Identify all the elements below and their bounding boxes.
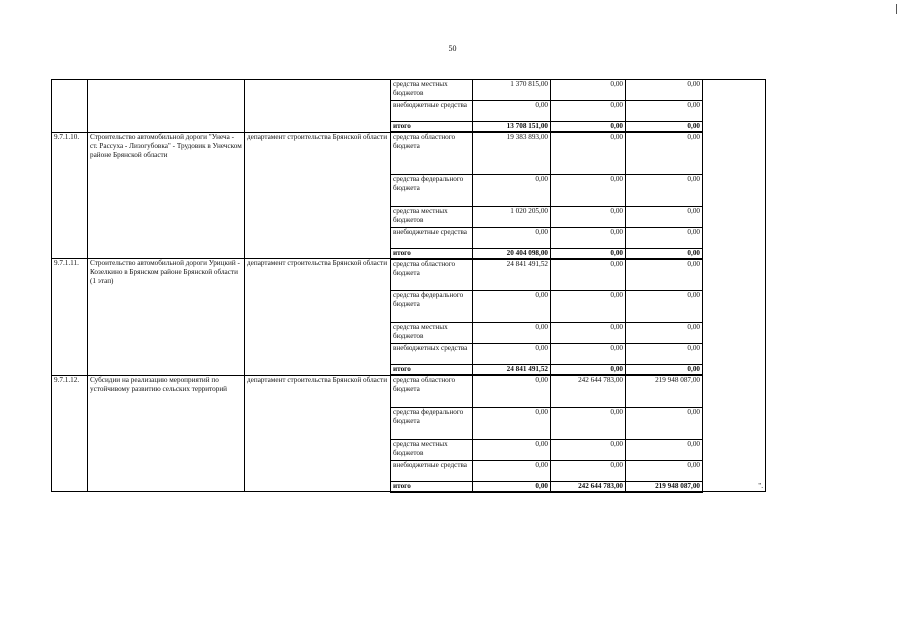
name-cell: Строительство автомобильной дороги Урицкий - Козелкино в Брянском районе Брянской области (1 этап) [88, 259, 245, 376]
value-cell: 0,00 [626, 259, 703, 291]
source-cell: средства местных бюджетов [391, 439, 473, 460]
value-cell: 0,00 [626, 460, 703, 481]
value-cell: 0,00 [473, 344, 551, 365]
closing-mark: ". [758, 482, 763, 490]
value-cell: 1 370 815,00 [473, 80, 551, 101]
source-cell: внебюджетные средства [391, 460, 473, 481]
source-cell: итого [391, 365, 473, 376]
value-cell: 0,00 [473, 375, 551, 407]
value-cell: 24 841 491,52 [473, 259, 551, 291]
code-cell: 9.7.1.11. [52, 259, 88, 376]
value-cell: 0,00 [626, 291, 703, 323]
value-cell: 24 841 491,52 [473, 365, 551, 376]
value-cell: 242 644 783,00 [551, 481, 626, 492]
code-cell: 9.7.1.10. [52, 132, 88, 259]
value-cell: 0,00 [551, 122, 626, 133]
note-cell [703, 80, 766, 492]
executor-cell: департамент строительства Брянской области [245, 259, 391, 376]
name-cell: Субсидии на реализацию мероприятий по устойчивому развитию сельских территорий [88, 375, 245, 492]
source-cell: средства областного бюджета [391, 259, 473, 291]
value-cell: 0,00 [551, 227, 626, 248]
source-cell: внебюджетных средства [391, 344, 473, 365]
value-cell: 0,00 [551, 259, 626, 291]
value-cell: 0,00 [551, 248, 626, 259]
value-cell: 0,00 [551, 174, 626, 206]
value-cell: 0,00 [473, 460, 551, 481]
value-cell: 0,00 [473, 174, 551, 206]
table-row [52, 259, 766, 291]
value-cell: 0,00 [626, 248, 703, 259]
source-cell: средства областного бюджета [391, 132, 473, 174]
value-cell: 0,00 [626, 174, 703, 206]
value-cell: 219 948 087,00 [626, 375, 703, 407]
value-cell: 0,00 [626, 101, 703, 122]
value-cell: 0,00 [473, 407, 551, 439]
source-cell: внебюджетные средства [391, 101, 473, 122]
source-cell: средства федерального бюджета [391, 291, 473, 323]
value-cell: 0,00 [626, 439, 703, 460]
code-cell: 9.7.1.12. [52, 375, 88, 492]
table-row [52, 80, 766, 101]
value-cell: 0,00 [473, 323, 551, 344]
source-cell: внебюджетные средства [391, 227, 473, 248]
source-cell: средства областного бюджета [391, 375, 473, 407]
value-cell: 0,00 [551, 439, 626, 460]
value-cell: 0,00 [473, 227, 551, 248]
budget-table [51, 79, 766, 493]
executor-cell: департамент строительства Брянской области [245, 132, 391, 259]
value-cell: 0,00 [551, 101, 626, 122]
value-cell: 0,00 [626, 132, 703, 174]
source-cell: итого [391, 248, 473, 259]
value-cell: 0,00 [473, 101, 551, 122]
value-cell: 0,00 [473, 481, 551, 492]
name-cell [88, 80, 245, 133]
value-cell: 0,00 [626, 227, 703, 248]
value-cell: 0,00 [626, 122, 703, 133]
value-cell: 0,00 [626, 365, 703, 376]
value-cell: 13 708 151,00 [473, 122, 551, 133]
value-cell: 0,00 [626, 407, 703, 439]
value-cell: 0,00 [626, 206, 703, 227]
value-cell: 0,00 [551, 206, 626, 227]
value-cell: 0,00 [551, 460, 626, 481]
name-cell: Строительство автомобильной дороги "Унеча - ст. Рассуха - Лизогубовка" - Трудовик в Унечском районе Брянской области [88, 132, 245, 259]
value-cell: 20 404 098,00 [473, 248, 551, 259]
source-cell: средства местных бюджетов [391, 206, 473, 227]
source-cell: средства федерального бюджета [391, 174, 473, 206]
source-cell: итого [391, 122, 473, 133]
table-row [52, 375, 766, 407]
value-cell: 0,00 [551, 132, 626, 174]
value-cell: 0,00 [626, 80, 703, 101]
page-number: 50 [448, 44, 457, 53]
value-cell: 0,00 [473, 439, 551, 460]
value-cell: 242 644 783,00 [551, 375, 626, 407]
value-cell: 219 948 087,00 [626, 481, 703, 492]
table-row [52, 132, 766, 174]
source-cell: средства местных бюджетов [391, 80, 473, 101]
value-cell: 0,00 [551, 365, 626, 376]
source-cell: средства местных бюджетов [391, 323, 473, 344]
source-cell: итого [391, 481, 473, 492]
value-cell: 0,00 [626, 344, 703, 365]
code-cell [52, 80, 88, 133]
executor-cell [245, 80, 391, 133]
source-cell: средства федерального бюджета [391, 407, 473, 439]
value-cell: 0,00 [551, 407, 626, 439]
value-cell: 0,00 [551, 80, 626, 101]
value-cell: 0,00 [473, 291, 551, 323]
value-cell: 19 383 893,00 [473, 132, 551, 174]
value-cell: 1 020 205,00 [473, 206, 551, 227]
value-cell: 0,00 [626, 323, 703, 344]
executor-cell: департамент строительства Брянской области [245, 375, 391, 492]
value-cell: 0,00 [551, 344, 626, 365]
value-cell: 0,00 [551, 291, 626, 323]
scan-edge-mark [896, 4, 897, 14]
value-cell: 0,00 [551, 323, 626, 344]
